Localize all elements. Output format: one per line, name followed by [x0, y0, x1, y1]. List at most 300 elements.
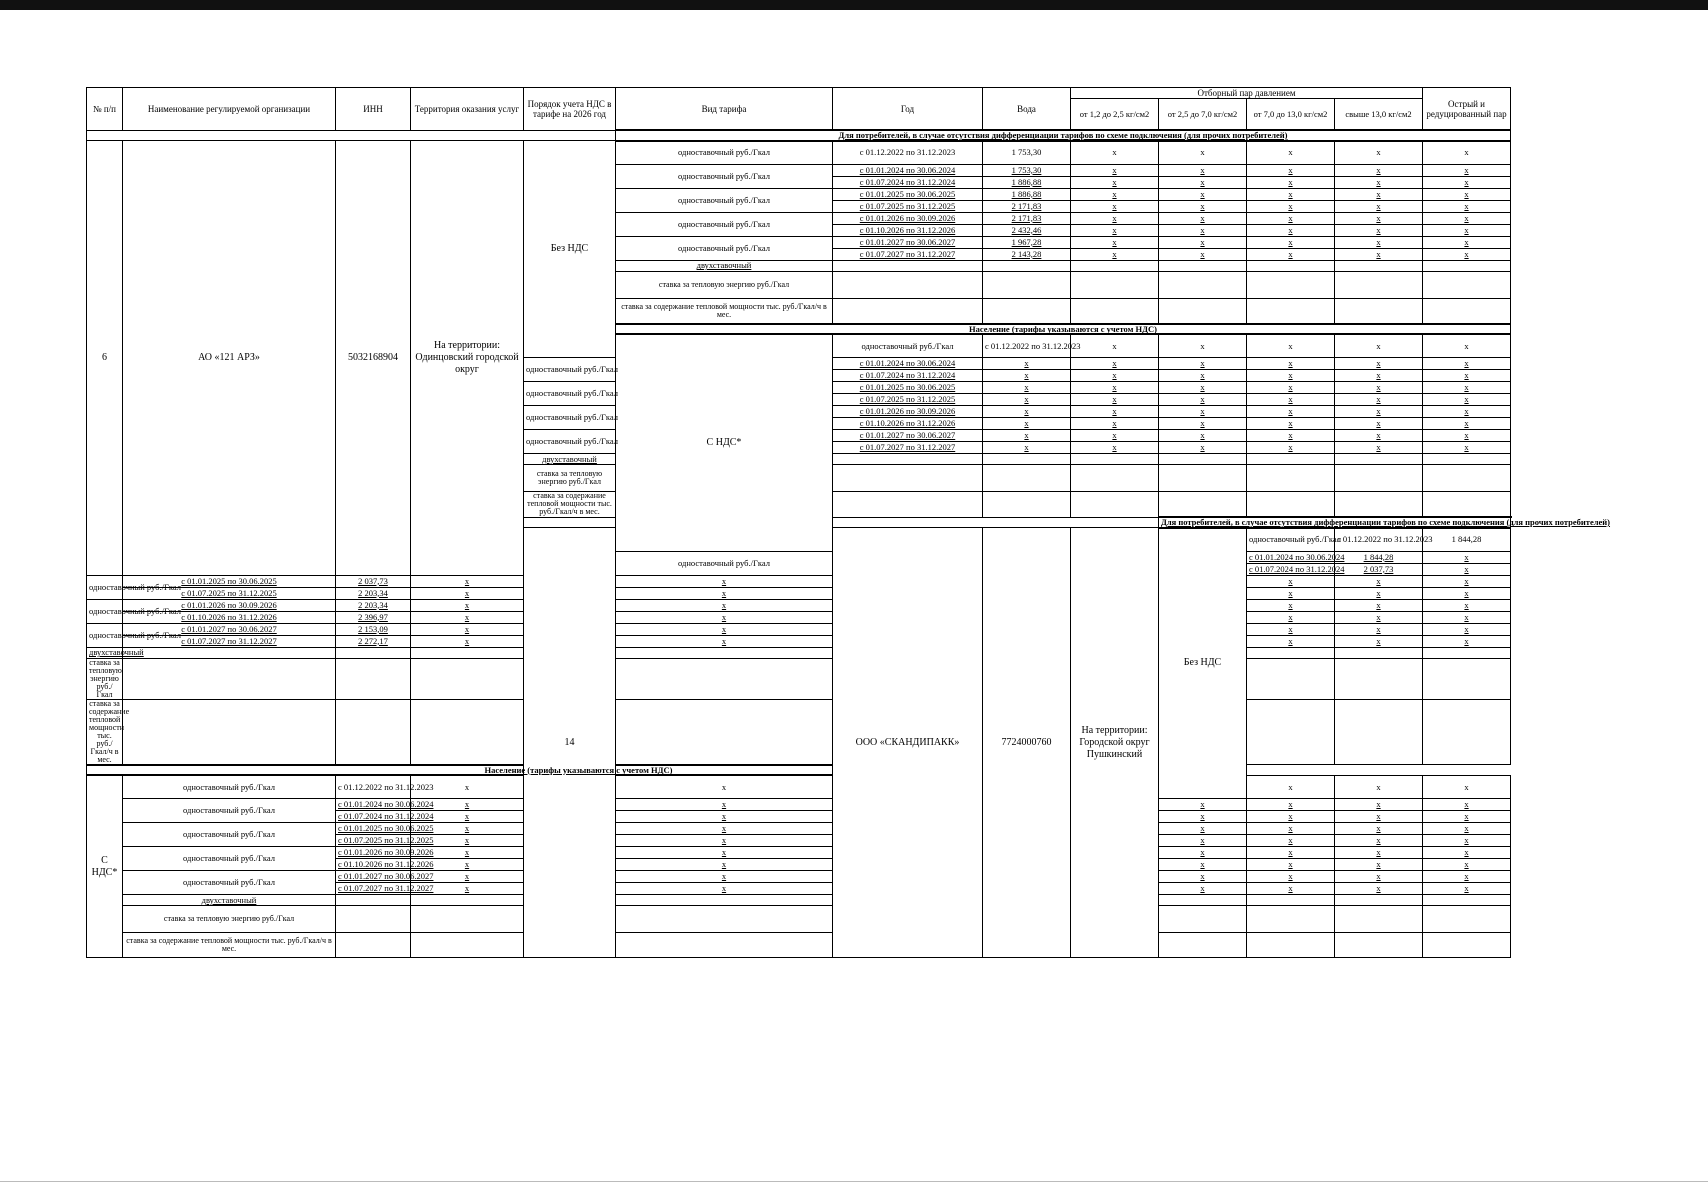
empty-cell: [833, 492, 983, 518]
water-value: 2 396,97: [336, 611, 411, 623]
steam-value: х: [1071, 406, 1159, 418]
period: с 01.07.2024 по 31.12.2024: [336, 811, 411, 823]
tariff-type: одноставочный руб./Гкал: [123, 847, 336, 871]
tariff-type: двухставочный: [524, 454, 616, 465]
period: с 01.01.2026 по 30.09.2026: [833, 212, 983, 224]
steam-value: х: [1159, 382, 1247, 394]
empty-cell: [1423, 699, 1511, 765]
org-name: АО «121 АРЗ»: [123, 141, 336, 576]
steam-value: х: [1071, 358, 1159, 370]
empty-cell: [411, 906, 524, 933]
steam-value: х: [1247, 611, 1335, 623]
period: с 01.01.2026 по 30.09.2026: [336, 847, 411, 859]
empty-cell: [1159, 298, 1247, 324]
empty-cell: [1423, 647, 1511, 658]
tariff-type: ставка за содержание тепловой мощности тыс. руб./Гкал/ч в мес.: [87, 699, 123, 765]
col-num-header: № п/п: [87, 88, 123, 131]
steam-value: х: [1335, 883, 1423, 895]
steam-value: х: [411, 599, 524, 611]
tariff-type: одноставочный руб./Гкал: [616, 236, 833, 260]
steam-value: х: [1335, 611, 1423, 623]
org-inn: 7724000760: [983, 528, 1071, 958]
steam-value: х: [1071, 164, 1159, 176]
steam-value: х: [1423, 176, 1511, 188]
empty-cell: [833, 465, 983, 492]
empty-cell: [1247, 647, 1335, 658]
empty-cell: [336, 699, 411, 765]
steam-value: х: [1335, 775, 1423, 799]
table-row: [87, 871, 1511, 883]
steam-value: х: [1071, 370, 1159, 382]
steam-value: х: [1071, 188, 1159, 200]
period: с 01.01.2027 по 30.06.2027: [336, 871, 411, 883]
org-territory: На территории: Одинцовский городской округ: [411, 141, 524, 576]
empty-cell: [616, 933, 833, 958]
steam-value: х: [1335, 799, 1423, 811]
steam-value: х: [1335, 430, 1423, 442]
empty-cell: [336, 895, 411, 906]
steam-value: х: [1159, 200, 1247, 212]
empty-cell: [411, 895, 524, 906]
empty-cell: [1247, 271, 1335, 298]
steam-value: х: [1247, 394, 1335, 406]
water-value: х: [411, 883, 524, 895]
empty-cell: [1071, 465, 1159, 492]
org-territory: На территории: Городской округ Пушкинский: [1071, 528, 1159, 958]
steam-value: х: [1335, 823, 1423, 835]
col-year-header: Год: [833, 88, 983, 131]
empty-cell: [411, 658, 524, 699]
org-number: 6: [87, 141, 123, 576]
steam-value: х: [1423, 164, 1511, 176]
water-value: х: [411, 823, 524, 835]
water-value: 1 967,28: [983, 236, 1071, 248]
tariff-type: ставка за содержание тепловой мощности тыс. руб./Гкал/ч в мес.: [616, 298, 833, 324]
empty-cell: [1247, 933, 1335, 958]
empty-cell: [336, 933, 411, 958]
period: с 01.12.2022 по 31.12.2023: [983, 334, 1071, 358]
steam-value: х: [1423, 599, 1511, 611]
empty-cell: [1335, 699, 1423, 765]
steam-value: х: [1247, 224, 1335, 236]
steam-value: х: [616, 575, 833, 587]
empty-cell: [983, 298, 1071, 324]
empty-cell: [983, 465, 1071, 492]
period: с 01.07.2024 по 31.12.2024: [1247, 563, 1335, 575]
empty-cell: [1335, 895, 1423, 906]
steam-value: х: [1247, 382, 1335, 394]
empty-cell: [1159, 465, 1247, 492]
tariff-type: одноставочный руб./Гкал: [524, 406, 616, 430]
empty-cell: [616, 699, 833, 765]
empty-cell: [833, 454, 983, 465]
period: с 01.10.2026 по 31.12.2026: [833, 224, 983, 236]
steam-value: х: [1071, 236, 1159, 248]
empty-cell: [1335, 298, 1423, 324]
tariff-type: ставка за содержание тепловой мощности тыс. руб./Гкал/ч в мес.: [524, 492, 616, 518]
table-row: [87, 141, 1511, 165]
water-value: х: [411, 871, 524, 883]
empty-cell: [1247, 895, 1335, 906]
water-value: 2 171,83: [983, 200, 1071, 212]
empty-cell: [1335, 465, 1423, 492]
steam-value: х: [1159, 370, 1247, 382]
empty-cell: [1247, 260, 1335, 271]
steam-value: х: [411, 623, 524, 635]
steam-value: х: [1423, 188, 1511, 200]
empty-cell: [1247, 658, 1335, 699]
steam-value: х: [1247, 358, 1335, 370]
table-row: [87, 635, 1511, 647]
steam-value: х: [1159, 224, 1247, 236]
steam-value: х: [1335, 334, 1423, 358]
steam-value: х: [1247, 418, 1335, 430]
steam-value: х: [616, 599, 833, 611]
tariff-type: двухставочный: [616, 260, 833, 271]
empty-cell: [1423, 906, 1511, 933]
spacer: [87, 130, 616, 141]
steam-value: х: [411, 635, 524, 647]
steam-value: х: [1159, 823, 1247, 835]
steam-value: х: [1423, 635, 1511, 647]
steam-value: х: [1071, 430, 1159, 442]
period: с 01.07.2027 по 31.12.2027: [833, 442, 983, 454]
steam-value: х: [1423, 236, 1511, 248]
col-territory-header: Территория оказания услуг: [411, 88, 524, 131]
period: с 01.01.2025 по 30.06.2025: [123, 575, 336, 587]
empty-cell: [1071, 492, 1159, 518]
steam-value: х: [1423, 442, 1511, 454]
steam-value: х: [1247, 623, 1335, 635]
steam-value: х: [1071, 394, 1159, 406]
period: с 01.07.2027 по 31.12.2027: [336, 883, 411, 895]
empty-cell: [1159, 492, 1247, 518]
steam-value: х: [616, 883, 833, 895]
scan-bottom-line: [0, 1181, 1708, 1182]
empty-cell: [1335, 260, 1423, 271]
steam-value: х: [1423, 799, 1511, 811]
water-value: 2 432,46: [983, 224, 1071, 236]
table-row: [87, 611, 1511, 623]
steam-value: х: [1247, 599, 1335, 611]
steam-value: х: [1335, 587, 1423, 599]
steam-value: х: [1159, 859, 1247, 871]
steam-value: х: [1247, 236, 1335, 248]
tariff-table: [86, 87, 1611, 958]
steam-value: х: [1159, 835, 1247, 847]
steam-value: х: [1335, 224, 1423, 236]
steam-value: х: [1247, 587, 1335, 599]
steam-value: х: [1335, 358, 1423, 370]
steam-value: х: [1247, 823, 1335, 835]
steam-value: х: [1335, 599, 1423, 611]
period: с 01.07.2027 по 31.12.2027: [833, 248, 983, 260]
period: с 01.12.2022 по 31.12.2023: [1335, 528, 1423, 552]
table-row: [87, 933, 1511, 958]
col-steam-4-header: свыше 13,0 кг/см2: [1335, 99, 1423, 131]
empty-cell: [1423, 658, 1511, 699]
water-value: 2 037,73: [336, 575, 411, 587]
water-value: 2 171,83: [983, 212, 1071, 224]
steam-value: х: [1335, 418, 1423, 430]
empty-cell: [123, 658, 336, 699]
steam-value: х: [616, 623, 833, 635]
steam-value: х: [1247, 248, 1335, 260]
steam-value: х: [1159, 430, 1247, 442]
water-value: х: [983, 406, 1071, 418]
steam-value: х: [1071, 248, 1159, 260]
col-org-header: Наименование регулируемой организации: [123, 88, 336, 131]
empty-cell: [1159, 271, 1247, 298]
steam-value: х: [411, 575, 524, 587]
steam-value: х: [1247, 200, 1335, 212]
steam-value: х: [1335, 635, 1423, 647]
scan-top-border: [0, 0, 1708, 10]
steam-value: х: [1159, 141, 1247, 165]
tariff-type: одноставочный руб./Гкал: [123, 823, 336, 847]
col-sharp-steam-header: Острый и редуцированный пар: [1423, 88, 1511, 131]
water-value: х: [411, 775, 524, 799]
empty-cell: [123, 647, 336, 658]
empty-cell: [336, 658, 411, 699]
org-name: ООО «СКАНДИПАКК»: [833, 528, 983, 958]
steam-value: х: [1071, 212, 1159, 224]
steam-value: х: [1423, 248, 1511, 260]
steam-value: х: [1423, 611, 1511, 623]
col-water-header: Вода: [983, 88, 1071, 131]
table-row: [87, 599, 1511, 611]
water-value: 2 153,09: [336, 623, 411, 635]
empty-cell: [1335, 906, 1423, 933]
tariff-type: одноставочный руб./Гкал: [616, 212, 833, 236]
water-value: х: [411, 811, 524, 823]
steam-value: х: [1159, 871, 1247, 883]
steam-value: х: [1423, 418, 1511, 430]
steam-value: х: [1159, 406, 1247, 418]
steam-value: х: [1247, 883, 1335, 895]
water-value: х: [411, 835, 524, 847]
steam-value: х: [1335, 847, 1423, 859]
steam-value: х: [616, 611, 833, 623]
steam-value: х: [616, 871, 833, 883]
steam-value: х: [1247, 141, 1335, 165]
water-value: 1 753,30: [983, 164, 1071, 176]
empty-cell: [1423, 933, 1511, 958]
table-row: [87, 823, 1511, 835]
period: с 01.01.2027 по 30.06.2027: [833, 236, 983, 248]
tariff-type: ставка за содержание тепловой мощности тыс. руб./Гкал/ч в мес.: [123, 933, 336, 958]
steam-value: х: [1159, 176, 1247, 188]
table-row: [87, 575, 1511, 587]
period: с 01.10.2026 по 31.12.2026: [336, 859, 411, 871]
table-row: [87, 765, 1511, 776]
steam-value: х: [1247, 188, 1335, 200]
steam-value: х: [1159, 236, 1247, 248]
empty-cell: [1423, 298, 1511, 324]
tariff-type: одноставочный руб./Гкал: [616, 141, 833, 165]
empty-cell: [1423, 271, 1511, 298]
period: с 01.01.2026 по 30.09.2026: [833, 406, 983, 418]
steam-value: х: [1423, 382, 1511, 394]
tariff-type: одноставочный руб./Гкал: [616, 164, 833, 188]
col-vat-header: Порядок учета НДС в тарифе на 2026 год: [524, 88, 616, 131]
table-row: [87, 895, 1511, 906]
steam-value: х: [616, 847, 833, 859]
vat-mode: Без НДС: [1159, 528, 1247, 799]
steam-value: х: [1159, 811, 1247, 823]
steam-value: х: [1159, 418, 1247, 430]
water-value: 2 272,17: [336, 635, 411, 647]
empty-cell: [616, 895, 833, 906]
steam-value: х: [1423, 551, 1511, 563]
steam-value: х: [1247, 430, 1335, 442]
steam-value: х: [1247, 811, 1335, 823]
water-value: х: [411, 859, 524, 871]
steam-value: х: [1247, 406, 1335, 418]
period: с 01.01.2024 по 30.06.2024: [833, 358, 983, 370]
period: с 01.07.2025 по 31.12.2025: [833, 394, 983, 406]
empty-cell: [1335, 492, 1423, 518]
steam-value: х: [1335, 164, 1423, 176]
steam-value: х: [1159, 164, 1247, 176]
tariff-type: одноставочный руб./Гкал: [616, 188, 833, 212]
empty-cell: [1247, 465, 1335, 492]
empty-cell: [616, 647, 833, 658]
steam-value: х: [1423, 835, 1511, 847]
water-value: 1 753,30: [983, 141, 1071, 165]
table-row: [87, 847, 1511, 859]
steam-value: х: [1159, 394, 1247, 406]
steam-value: х: [1423, 775, 1511, 799]
period: с 01.01.2024 по 30.06.2024: [833, 164, 983, 176]
tariff-type: одноставочный руб./Гкал: [524, 358, 616, 382]
tariff-type: одноставочный руб./Гкал: [123, 775, 336, 799]
empty-cell: [1423, 465, 1511, 492]
water-value: 1 844,28: [1423, 528, 1511, 552]
empty-cell: [1159, 933, 1247, 958]
steam-value: х: [1247, 575, 1335, 587]
empty-cell: [1247, 454, 1335, 465]
steam-value: х: [1247, 859, 1335, 871]
vat-mode: С НДС*: [616, 334, 833, 551]
empty-cell: [1247, 699, 1335, 765]
steam-value: х: [1335, 623, 1423, 635]
water-value: 2 203,34: [336, 599, 411, 611]
steam-value: х: [616, 811, 833, 823]
org-number: 14: [524, 528, 616, 958]
empty-cell: [833, 298, 983, 324]
table-row: [87, 587, 1511, 599]
empty-cell: [833, 260, 983, 271]
steam-value: х: [1071, 141, 1159, 165]
steam-value: х: [1247, 334, 1335, 358]
steam-value: х: [1247, 212, 1335, 224]
org-inn: 5032168904: [336, 141, 411, 576]
section-header: Население (тарифы указываются с учетом НДС): [616, 324, 1511, 335]
period: с 01.01.2025 по 30.06.2025: [833, 382, 983, 394]
tariff-type: одноставочный руб./Гкал: [833, 334, 983, 358]
tariff-body: [87, 130, 1611, 958]
steam-value: х: [1335, 575, 1423, 587]
empty-cell: [1247, 298, 1335, 324]
empty-cell: [1071, 260, 1159, 271]
water-value: 1 844,28: [1335, 551, 1423, 563]
steam-value: х: [1247, 442, 1335, 454]
steam-value: х: [1159, 442, 1247, 454]
period: с 01.07.2024 по 31.12.2024: [833, 370, 983, 382]
water-value: 1 886,88: [983, 176, 1071, 188]
steam-value: х: [1159, 883, 1247, 895]
vat-mode: С НДС*: [87, 775, 123, 958]
water-value: х: [983, 442, 1071, 454]
steam-value: х: [1335, 188, 1423, 200]
empty-cell: [1423, 260, 1511, 271]
empty-cell: [1335, 647, 1423, 658]
steam-value: х: [411, 611, 524, 623]
steam-value: х: [1335, 406, 1423, 418]
tariff-type: двухставочный: [87, 647, 123, 658]
empty-cell: [1159, 454, 1247, 465]
empty-cell: [616, 906, 833, 933]
period: с 01.01.2027 по 30.06.2027: [123, 623, 336, 635]
col-tariff-type-header: Вид тарифа: [616, 88, 833, 131]
steam-value: х: [1247, 799, 1335, 811]
steam-value: х: [616, 775, 833, 799]
steam-value: х: [1247, 635, 1335, 647]
steam-value: х: [1071, 418, 1159, 430]
empty-cell: [983, 260, 1071, 271]
tariff-type: двухставочный: [123, 895, 336, 906]
period: с 01.01.2027 по 30.06.2027: [833, 430, 983, 442]
steam-value: х: [1335, 370, 1423, 382]
period: с 01.01.2026 по 30.09.2026: [123, 599, 336, 611]
steam-value: х: [411, 587, 524, 599]
tariff-type: одноставочный руб./Гкал: [123, 799, 336, 823]
steam-value: х: [1247, 871, 1335, 883]
steam-value: х: [1423, 406, 1511, 418]
steam-value: х: [1335, 212, 1423, 224]
empty-cell: [1247, 906, 1335, 933]
steam-value: х: [616, 823, 833, 835]
empty-cell: [1159, 906, 1247, 933]
empty-cell: [983, 271, 1071, 298]
water-value: х: [411, 799, 524, 811]
steam-value: х: [1423, 430, 1511, 442]
steam-value: х: [1423, 563, 1511, 575]
table-row: [87, 799, 1511, 811]
empty-cell: [336, 906, 411, 933]
steam-value: х: [1071, 176, 1159, 188]
water-value: х: [983, 394, 1071, 406]
steam-value: х: [1071, 200, 1159, 212]
empty-cell: [1247, 492, 1335, 518]
tariff-type: одноставочный руб./Гкал: [87, 623, 123, 647]
steam-value: х: [1423, 883, 1511, 895]
table-row: [87, 130, 1511, 141]
water-value: х: [983, 418, 1071, 430]
empty-cell: [1335, 454, 1423, 465]
period: с 01.10.2026 по 31.12.2026: [833, 418, 983, 430]
empty-cell: [411, 699, 524, 765]
water-value: 2 037,73: [1335, 563, 1423, 575]
empty-cell: [336, 647, 411, 658]
steam-value: х: [1159, 248, 1247, 260]
table-row: [87, 647, 1511, 658]
steam-value: х: [1071, 442, 1159, 454]
table-row: [87, 775, 1511, 799]
table-row: [87, 906, 1511, 933]
empty-cell: [1159, 895, 1247, 906]
